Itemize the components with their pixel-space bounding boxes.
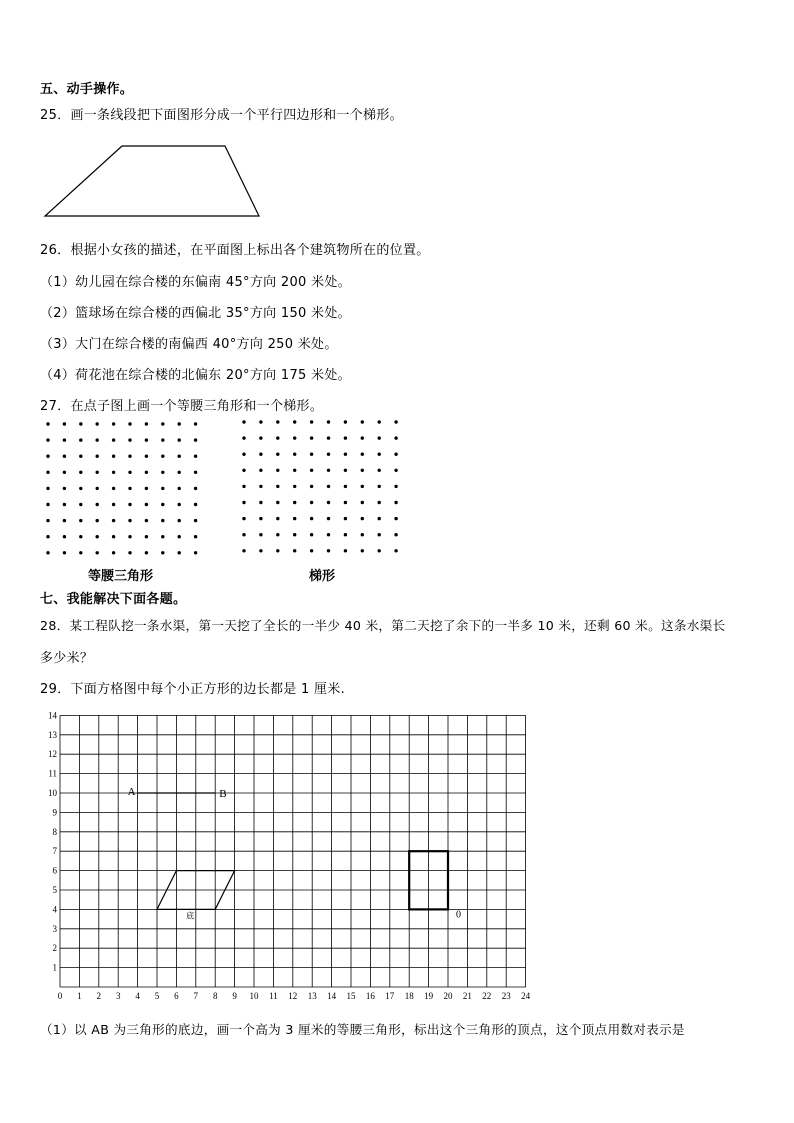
x-tick-label: 6 [174,991,179,1001]
dot[interactable] [79,487,82,490]
dot[interactable] [194,503,197,506]
x-tick-label: 9 [232,991,237,1001]
dot[interactable] [161,455,164,458]
x-tick-label: 4 [135,991,140,1001]
dot[interactable] [161,422,164,425]
y-tick-label: 1 [52,962,57,973]
dot[interactable] [145,535,148,538]
dot[interactable] [194,551,197,554]
dot[interactable] [242,501,245,504]
x-tick-label: 2 [96,991,102,1001]
x-tick-label: 12 [288,991,298,1001]
x-tick-label: 18 [404,991,414,1001]
dot[interactable] [327,485,330,488]
dot[interactable] [96,422,99,425]
dot[interactable] [63,438,66,441]
dot-grid-right[interactable] [242,420,397,552]
dot[interactable] [310,501,313,504]
x-tick-label: 15 [346,991,356,1001]
dot[interactable] [344,469,347,472]
dot[interactable] [194,455,197,458]
dot[interactable] [242,453,245,456]
dot[interactable] [361,501,364,504]
dot[interactable] [96,535,99,538]
x-tick-label: 21 [462,991,472,1001]
dot[interactable] [46,551,49,554]
dot[interactable] [96,551,99,554]
dot[interactable] [378,533,381,536]
dot[interactable] [310,533,313,536]
dot[interactable] [96,438,99,441]
dot-grid-label-trapezoid: 梯形 [309,569,336,584]
dot[interactable] [79,535,82,538]
x-tick-label: 8 [212,991,218,1001]
x-tick-label: 5 [154,991,160,1001]
dot[interactable] [112,551,115,554]
dot[interactable] [79,455,82,458]
dot[interactable] [242,436,245,439]
dot[interactable] [79,551,82,554]
dot[interactable] [259,420,262,423]
dot[interactable] [128,503,131,506]
dot[interactable] [361,517,364,520]
dot[interactable] [96,519,99,522]
y-tick-label: 2 [52,943,57,954]
x-tick-label: 7 [193,991,199,1001]
y-tick-label: 12 [48,749,57,760]
dot[interactable] [293,517,296,520]
dot[interactable] [194,519,197,522]
x-tick-label: 13 [307,991,317,1001]
dot[interactable] [46,438,49,441]
dot[interactable] [242,549,245,552]
dot[interactable] [46,471,49,474]
dot[interactable] [344,549,347,552]
dot[interactable] [79,503,82,506]
dot[interactable] [327,469,330,472]
question-26-item-1: （1）幼儿园在综合楼的东偏南 45°方向 200 米处。 [40,275,351,290]
dot[interactable] [293,549,296,552]
dot[interactable] [242,420,245,423]
dot[interactable] [310,517,313,520]
dot[interactable] [327,501,330,504]
dot[interactable] [194,535,197,538]
dot[interactable] [361,533,364,536]
dot[interactable] [394,469,397,472]
dot[interactable] [259,549,262,552]
dot[interactable] [327,420,330,423]
dot[interactable] [327,436,330,439]
dot[interactable] [112,422,115,425]
dot[interactable] [63,503,66,506]
dot[interactable] [242,533,245,536]
x-tick-label: 20 [443,991,453,1001]
dot[interactable] [310,453,313,456]
dot[interactable] [112,487,115,490]
section-five-heading: 五、动手操作。 [40,82,134,97]
dot[interactable] [276,517,279,520]
x-tick-label: 23 [501,991,511,1001]
dot[interactable] [394,549,397,552]
question-27: 27．在点子图上画一个等腰三角形和一个梯形。 [40,399,324,414]
x-tick-label: 16 [365,991,375,1001]
dot[interactable] [63,551,66,554]
x-tick-label: 17 [385,991,395,1001]
dot[interactable] [63,422,66,425]
question-26: 26．根据小女孩的描述，在平面图上标出各个建筑物所在的位置。 [40,243,430,258]
dot[interactable] [310,469,313,472]
dot[interactable] [327,549,330,552]
y-tick-label: 6 [52,865,57,876]
dot[interactable] [194,471,197,474]
dot[interactable] [293,453,296,456]
dot[interactable] [178,422,181,425]
dot[interactable] [394,420,397,423]
section-seven-heading: 七、我能解决下面各题。 [40,592,187,607]
dot[interactable] [259,436,262,439]
dot[interactable] [161,535,164,538]
x-tick-label: 14 [327,991,337,1001]
dot[interactable] [310,549,313,552]
dot[interactable] [46,519,49,522]
dot[interactable] [394,485,397,488]
dot[interactable] [276,549,279,552]
dot[interactable] [293,485,296,488]
dot[interactable] [344,485,347,488]
dot[interactable] [46,535,49,538]
dot[interactable] [259,533,262,536]
dot[interactable] [310,420,313,423]
y-tick-label: 7 [52,846,57,857]
dot[interactable] [242,469,245,472]
dot[interactable] [46,455,49,458]
dot[interactable] [242,485,245,488]
dot[interactable] [361,469,364,472]
dot[interactable] [378,501,381,504]
y-tick-label: 5 [52,885,57,895]
dot[interactable] [161,471,164,474]
dot[interactable] [128,422,131,425]
dot[interactable] [178,535,181,538]
dot[interactable] [145,487,148,490]
dot[interactable] [394,501,397,504]
dot[interactable] [112,455,115,458]
question-26-item-3: （3）大门在综合楼的南偏西 40°方向 250 米处。 [40,337,338,352]
dot[interactable] [259,517,262,520]
dot[interactable] [161,438,164,441]
dot[interactable] [327,533,330,536]
dot[interactable] [145,519,148,522]
dot[interactable] [378,420,381,423]
dot[interactable] [293,469,296,472]
parallelogram [157,871,235,910]
dot-grid-label-isosceles-triangle: 等腰三角形 [88,569,154,584]
dot[interactable] [394,436,397,439]
dot[interactable] [310,485,313,488]
dot[interactable] [145,438,148,441]
dot[interactable] [194,438,197,441]
dot[interactable] [293,501,296,504]
y-tick-label: 8 [52,826,57,837]
dot[interactable] [378,517,381,520]
dot[interactable] [79,438,82,441]
dot[interactable] [128,487,131,490]
dot[interactable] [378,469,381,472]
point-a-label: A [127,786,136,798]
dot[interactable] [178,471,181,474]
dot[interactable] [79,471,82,474]
dot[interactable] [178,551,181,554]
question-29-sub-1: （1）以 AB 为三角形的底边，画一个高为 3 厘米的等腰三角形，标出这个三角形的顶点，这个顶点用数对表示是 [40,1022,685,1037]
dot[interactable] [259,485,262,488]
dot[interactable] [293,533,296,536]
dot[interactable] [112,438,115,441]
dot[interactable] [327,453,330,456]
dot[interactable] [112,535,115,538]
dot[interactable] [145,422,148,425]
x-tick-label: 1 [77,991,82,1001]
dot[interactable] [161,503,164,506]
dot[interactable] [79,422,82,425]
dot[interactable] [276,533,279,536]
dot[interactable] [145,503,148,506]
dot[interactable] [161,487,164,490]
question-29: 29．下面方格图中每个小正方形的边长都是 1 厘米. [40,682,346,697]
dot[interactable] [178,519,181,522]
dot[interactable] [63,471,66,474]
dot[interactable] [63,519,66,522]
dot[interactable] [293,436,296,439]
dot[interactable] [46,422,49,425]
y-tick-label: 10 [48,788,57,798]
question-26-item-2: （2）篮球场在综合楼的西偏北 35°方向 150 米处。 [40,306,351,321]
dot[interactable] [361,436,364,439]
dot[interactable] [361,420,364,423]
dot[interactable] [361,549,364,552]
parallelogram-base-label: 底 [186,911,195,921]
x-tick-label: 22 [482,991,492,1001]
dot[interactable] [79,519,82,522]
dot[interactable] [394,453,397,456]
dot[interactable] [145,551,148,554]
dot[interactable] [378,453,381,456]
dot[interactable] [96,487,99,490]
dot[interactable] [178,438,181,441]
dot[interactable] [276,501,279,504]
y-tick-label: 11 [48,768,57,779]
dot[interactable] [259,501,262,504]
dot[interactable] [194,422,197,425]
dot[interactable] [96,503,99,506]
y-tick-label: 4 [52,904,57,915]
dot[interactable] [145,471,148,474]
question-25: 25．画一条线段把下面图形分成一个平行四边形和一个梯形。 [40,108,403,123]
x-tick-label: 24 [521,991,531,1001]
dot[interactable] [128,455,131,458]
dot[interactable] [361,485,364,488]
dot[interactable] [276,420,279,423]
dot[interactable] [276,436,279,439]
dot[interactable] [276,453,279,456]
dot[interactable] [128,438,131,441]
dot[interactable] [128,551,131,554]
x-tick-label: 0 [57,991,63,1001]
y-tick-label: 14 [48,710,57,721]
dot[interactable] [242,517,245,520]
dot[interactable] [112,519,115,522]
dot[interactable] [344,453,347,456]
dot[interactable] [344,517,347,520]
question-28-line-2: 多少米？ [40,651,94,666]
dot[interactable] [310,436,313,439]
dot[interactable] [128,535,131,538]
question-28-line-1: 28．某工程队挖一条水渠，第一天挖了全长的一半少 40 米，第二天挖了余下的一半多 10 米，还剩 60 米。这条水渠长 [40,618,726,633]
dot[interactable] [378,485,381,488]
dot[interactable] [145,455,148,458]
y-tick-label: 3 [52,923,57,934]
dot[interactable] [394,533,397,536]
trapezoid-shape [45,146,259,216]
x-tick-label: 11 [269,991,278,1001]
dot[interactable] [46,503,49,506]
dot[interactable] [63,487,66,490]
point-b-label: B [219,788,227,800]
dot[interactable] [96,455,99,458]
dot[interactable] [112,471,115,474]
dot[interactable] [344,501,347,504]
dot[interactable] [394,517,397,520]
dot[interactable] [259,453,262,456]
dot-grid-left[interactable] [46,422,197,554]
dot[interactable] [161,551,164,554]
dot[interactable] [361,453,364,456]
dot[interactable] [276,485,279,488]
dot[interactable] [344,420,347,423]
dot[interactable] [178,487,181,490]
x-tick-label: 19 [424,991,434,1001]
dot[interactable] [178,455,181,458]
rectangle [409,851,448,909]
dot[interactable] [344,436,347,439]
dot[interactable] [128,519,131,522]
dot[interactable] [161,519,164,522]
dot[interactable] [378,436,381,439]
x-tick-label: 3 [115,991,121,1001]
dot[interactable] [128,471,131,474]
question-26-item-4: （4）荷花池在综合楼的北偏东 20°方向 175 米处。 [40,368,351,383]
dot[interactable] [178,503,181,506]
dot[interactable] [194,487,197,490]
dot[interactable] [96,471,99,474]
dot[interactable] [63,535,66,538]
dot[interactable] [46,487,49,490]
dot[interactable] [293,420,296,423]
y-tick-label: 13 [48,729,57,740]
dot[interactable] [327,517,330,520]
dot[interactable] [344,533,347,536]
dot[interactable] [112,503,115,506]
dot[interactable] [378,549,381,552]
dot[interactable] [259,469,262,472]
y-tick-label: 9 [52,807,57,818]
dot[interactable] [63,455,66,458]
grid-lines [60,715,526,987]
dot[interactable] [276,469,279,472]
rectangle-corner-label: 0 [456,909,461,921]
x-tick-label: 10 [249,991,259,1001]
